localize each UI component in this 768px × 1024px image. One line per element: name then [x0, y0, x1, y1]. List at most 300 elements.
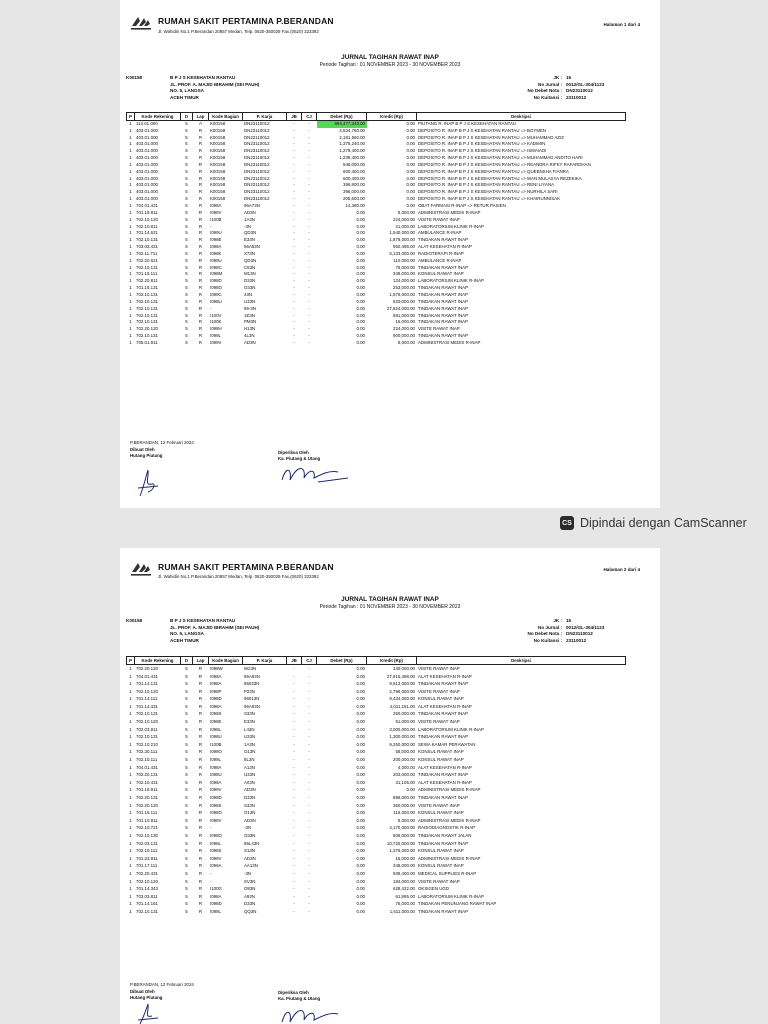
cell-kode-rekening: 704.01.431 — [136, 673, 158, 679]
cell-kode-bagian: I100G — [210, 886, 222, 892]
cell-jb: - — [293, 703, 295, 709]
cell-debet: 600,400.00 — [343, 168, 365, 174]
cell-lap: R — [198, 312, 203, 318]
cell-kredit: 581,000.00 — [393, 312, 415, 318]
cell-kode-rekening: 701.14.343 — [136, 886, 158, 892]
cell-kredit: 253,000.00 — [393, 285, 415, 291]
cell-debet: 0.00 — [356, 298, 365, 304]
cell-jb: - — [293, 203, 295, 208]
cell-p-karja: D33N — [244, 901, 256, 907]
cell-lap: R — [198, 196, 203, 202]
prepared-by — [130, 989, 162, 1000]
cell-kode-rekening: 701.14.621 — [136, 230, 158, 236]
cell-kode-bagian: I098A — [210, 673, 222, 679]
document-page-1 — [120, 0, 660, 508]
prepared-by — [130, 447, 162, 458]
cell-cj: - — [308, 155, 310, 161]
cell-lap: R — [198, 141, 203, 147]
column-header-kredit: Kredit (Rp) — [367, 113, 417, 121]
table-row — [127, 733, 626, 741]
cell-jb: - — [293, 230, 295, 236]
cell-debet: 946,000.00 — [343, 161, 365, 167]
table-row — [127, 885, 626, 893]
table-row — [127, 169, 626, 176]
cell-kredit: 21,000.00 — [395, 223, 415, 229]
cell-jb: - — [293, 141, 295, 147]
table-row — [127, 802, 626, 810]
table-row — [127, 786, 626, 794]
cell-cj: - — [308, 278, 310, 284]
cell-jb: - — [293, 209, 295, 215]
cell-pos: 1 — [129, 223, 132, 229]
cell-cj: - — [308, 312, 310, 318]
camscanner-watermark — [560, 511, 747, 535]
cell-d: 5 — [185, 734, 188, 740]
cell-lap: R — [198, 855, 203, 861]
account-line: B P J S KESEHATAN RANTAU — [170, 618, 236, 623]
cell-p-karja: AD3N — [244, 787, 256, 793]
cell-kode-rekening: 702.10.721 — [136, 825, 158, 831]
cell-pos: 1 — [129, 757, 132, 763]
cell-jb: - — [293, 764, 295, 770]
cell-kode-rekening: 702.20.811 — [136, 278, 158, 284]
cell-pos: 1 — [129, 802, 132, 808]
cell-deskripsi: TINDAKAN RAWAT INAP — [418, 285, 469, 291]
cell-lap: R — [198, 175, 203, 181]
cell-p-karja: 96A93N — [244, 673, 260, 679]
place-date: P.BERANDAN, 12 Februari 2024 — [130, 440, 194, 445]
cell-pos: 1 — [129, 726, 132, 732]
cell-lap: R — [198, 161, 203, 167]
table-row — [127, 824, 626, 832]
cell-kredit: 348,000.00 — [393, 863, 415, 869]
cell-kode-bagian: K00158 — [210, 134, 226, 140]
cell-debet: 0.00 — [356, 886, 365, 892]
column-header-kode-rekening: Kode Rekening — [135, 113, 181, 121]
cell-pos: 1 — [129, 175, 132, 181]
cell-pos: 1 — [129, 863, 132, 869]
cell-kredit: 200,000.00 — [393, 757, 415, 763]
cell-kredit: 9,513,000.00 — [389, 681, 415, 687]
cell-lap: R — [198, 244, 203, 250]
cell-kredit: 75,000.00 — [395, 264, 415, 270]
cell-debet: 0.00 — [356, 264, 365, 270]
table-row — [127, 771, 626, 779]
cell-debet: 396,000.00 — [343, 189, 365, 195]
cell-jb: - — [293, 848, 295, 854]
cell-cj: - — [308, 855, 310, 861]
cell-pos: 1 — [129, 127, 132, 133]
cell-lap: R — [198, 168, 203, 174]
meta-value: DN23110012 — [566, 88, 593, 94]
column-header-kredit: Kredit (Rp) — [367, 657, 417, 665]
cell-deskripsi: LABORATORIUM KLINIK R-INAP — [418, 893, 484, 899]
table-row — [127, 870, 626, 878]
cell-cj: - — [308, 863, 310, 869]
cell-lap: R — [198, 795, 203, 800]
cell-p-karja: U33N — [244, 298, 256, 304]
cell-debet: 0.00 — [356, 230, 365, 236]
cell-debet: 14,380.00 — [345, 203, 365, 208]
cell-deskripsi: LABORATORIUM KLINIK R-INAP — [418, 223, 484, 229]
cell-lap: R — [198, 901, 203, 907]
cell-debet: 0.00 — [356, 832, 365, 838]
meta-value: 15 — [566, 75, 572, 80]
cell-kode-bagian: I099V — [210, 339, 222, 345]
table-row — [127, 141, 626, 148]
cell-deskripsi: TINDAKAN RAWAT JALAN — [418, 832, 472, 838]
cell-kode-bagian: I100B — [210, 216, 222, 222]
checked-by-dept: Ka. Piutang & Utang — [278, 995, 321, 1001]
cell-kode-bagian: K00158 — [210, 141, 226, 147]
cell-debet: 0.00 — [356, 749, 365, 755]
cell-pos: 1 — [129, 908, 132, 914]
cell-kode-bagian: K00158 — [210, 155, 226, 161]
cell-debet: 0.00 — [356, 772, 365, 778]
cell-pos: 1 — [129, 237, 132, 243]
cell-p-karja: S13N — [244, 848, 255, 854]
table-row — [127, 312, 626, 319]
cell-kredit: 0.00 — [406, 134, 415, 140]
document-page-2 — [120, 548, 660, 1024]
cell-kode-bagian: K00158 — [210, 196, 226, 202]
cell-kode-rekening: 702.11.711 — [136, 250, 158, 256]
cell-kode-bagian: I099L — [210, 757, 221, 763]
cell-jb: - — [293, 878, 295, 884]
cell-cj: - — [308, 893, 310, 899]
cell-pos: 1 — [129, 134, 132, 140]
cell-d: 5 — [185, 832, 188, 838]
cell-cj: - — [308, 787, 310, 793]
cell-cj: - — [308, 250, 310, 256]
cell-cj: - — [308, 189, 310, 195]
meta-key: No Kuitansi : — [533, 637, 562, 643]
cell-lap: R — [198, 681, 203, 687]
meta-key: No Debet Nota : — [527, 631, 562, 637]
cell-jb: - — [293, 161, 295, 167]
meta-value: DN23110012 — [566, 631, 593, 637]
cell-kredit: 898,000.00 — [393, 795, 415, 800]
cell-debet: 0.00 — [356, 305, 365, 311]
journal-table — [126, 656, 626, 915]
cell-jb: - — [293, 772, 295, 778]
cell-kode-bagian: I098K — [210, 250, 222, 256]
cell-p-karja: W23N — [244, 666, 257, 671]
table-row — [127, 319, 626, 326]
cell-lap: R — [198, 772, 203, 778]
cell-cj: - — [308, 832, 310, 838]
column-header-cj: CJ — [302, 657, 317, 665]
cell-jb: - — [293, 333, 295, 339]
cell-lap: R — [198, 216, 203, 222]
cell-cj: - — [308, 121, 310, 126]
cell-d: 5 — [185, 848, 188, 854]
cell-deskripsi: PIUTANG R. INAP B P J S KESEHATAN RANTAU — [418, 121, 517, 126]
cell-lap: R — [198, 711, 203, 717]
cell-cj: - — [308, 141, 310, 147]
cell-kode-bagian: I100V — [210, 312, 222, 318]
cell-cj: - — [308, 196, 310, 202]
table-row — [127, 155, 626, 162]
cell-cj: - — [308, 848, 310, 854]
cell-jb: - — [293, 175, 295, 181]
table-header-row — [127, 657, 626, 665]
cell-cj: - — [308, 719, 310, 725]
cell-debet: 0.00 — [356, 688, 365, 694]
cell-kredit: 0.00 — [406, 148, 415, 154]
cell-d: 5 — [185, 121, 188, 126]
cell-debet: 0.00 — [356, 734, 365, 740]
cell-pos: 1 — [129, 230, 132, 236]
cell-cj: - — [308, 908, 310, 914]
cell-kredit: 4,170,000.00 — [389, 825, 415, 831]
cell-kredit: 1,878,000.00 — [389, 237, 415, 243]
cell-d: 5 — [185, 278, 188, 284]
cell-jb: - — [293, 779, 295, 785]
cell-jb: - — [293, 244, 295, 250]
cell-lap: R — [198, 291, 203, 297]
cell-deskripsi: KONSUL RAWAT INAP — [418, 749, 464, 755]
cell-p-karja: QQ3N — [244, 908, 257, 914]
cell-p-karja: E33N — [244, 237, 255, 243]
cell-cj: - — [308, 666, 310, 671]
cell-deskripsi: KONSUL RAWAT INAP — [418, 848, 464, 854]
cell-kode-rekening: 403.01.000 — [136, 161, 158, 167]
cell-debet: 0.00 — [356, 757, 365, 763]
table-row — [127, 665, 626, 673]
cell-jb: - — [293, 257, 295, 263]
cell-pos: 1 — [129, 734, 132, 740]
cell-d: 5 — [185, 764, 188, 770]
cell-kredit: 0.00 — [406, 141, 415, 147]
cell-pos: 1 — [129, 870, 132, 876]
cell-cj: - — [308, 711, 310, 717]
cell-cj: - — [308, 271, 310, 277]
cell-jb: - — [293, 278, 295, 284]
cell-p-karja: O33N — [244, 285, 256, 291]
table-row — [127, 672, 626, 680]
cell-kredit: 820,000.00 — [393, 298, 415, 304]
cell-jb: - — [293, 688, 295, 694]
cell-deskripsi: TINDAKAN RAWAT INAP — [418, 291, 469, 297]
cell-pos: 1 — [129, 696, 132, 702]
cell-d: 5 — [185, 825, 188, 831]
cell-d: 5 — [185, 878, 188, 884]
cell-lap: R — [198, 264, 203, 270]
cell-cj: - — [308, 223, 310, 229]
cell-kode-rekening: 702.10.120 — [136, 216, 158, 222]
cell-kode-rekening: 701.16.111 — [136, 810, 158, 816]
cell-cj: - — [308, 703, 310, 709]
cell-lap: R — [198, 757, 203, 763]
cell-p-karja: AD3N — [244, 855, 256, 861]
cell-lap: R — [198, 749, 203, 755]
cell-pos: 1 — [129, 840, 132, 846]
cell-jb: - — [293, 863, 295, 869]
cell-deskripsi: ADMINISTRASI MEDIS R-INAP — [418, 855, 481, 861]
table-row — [127, 893, 626, 901]
cell-lap: R — [198, 223, 203, 229]
cell-lap: R — [198, 870, 203, 876]
cell-debet: 0.00 — [356, 764, 365, 770]
cell-cj: - — [308, 696, 310, 702]
cell-kredit: 224,000.00 — [393, 216, 415, 222]
cell-jb: - — [293, 817, 295, 823]
cell-d: 5 — [185, 688, 188, 694]
cell-kredit: 116,000.00 — [393, 810, 415, 816]
cell-deskripsi: DEPOSITO R. INAP B P J S KESEHATAN RANTAU => REANDRA RIFKY RAFARDHAN — [418, 161, 591, 167]
cell-lap: R — [198, 863, 203, 869]
cell-d: 5 — [185, 271, 188, 277]
table-row — [127, 688, 626, 696]
cell-jb: - — [293, 216, 295, 222]
table-row — [127, 817, 626, 825]
cell-cj: - — [308, 230, 310, 236]
cell-jb: - — [293, 127, 295, 133]
cell-d: 5 — [185, 772, 188, 778]
cell-pos: 1 — [129, 333, 132, 339]
cell-deskripsi: AMBULANCE R-INAP — [418, 257, 462, 263]
camscanner-icon: CS — [560, 516, 574, 530]
cell-lap: R — [198, 271, 203, 277]
cell-kredit: 9,250,000.00 — [389, 741, 415, 747]
cell-kredit: 1,611,000.00 — [389, 908, 415, 914]
cell-deskripsi: ALAT KESEHATAN R-INAP — [418, 673, 472, 679]
cell-deskripsi: VISITE RAWAT INAP — [418, 688, 460, 694]
cell-d: 5 — [185, 161, 188, 167]
cell-d: 5 — [185, 787, 188, 793]
cell-lap: R — [198, 688, 203, 694]
cell-deskripsi: TINDAKAN RAWAT INAP — [418, 298, 469, 304]
journal-meta — [528, 618, 624, 644]
cell-d: 5 — [185, 196, 188, 202]
cell-lap: R — [198, 840, 203, 846]
cell-deskripsi: TINDAKAN RAWAT INAP — [418, 237, 469, 243]
cell-kode-bagian: I098L — [210, 726, 221, 732]
cell-p-karja: C63N — [244, 264, 256, 270]
cell-pos: 1 — [129, 155, 132, 161]
cell-kode-rekening: 702.10.120 — [136, 878, 158, 884]
cell-kredit: 0.00 — [406, 203, 415, 208]
cell-kode-bagian: I098A — [210, 893, 222, 899]
account-line: JL. PROF. A. MAJID IBRAHIM (SEI PAUH) — [170, 81, 260, 87]
cell-debet: 0.00 — [356, 696, 365, 702]
cell-d: 5 — [185, 244, 188, 250]
cell-d: 5 — [185, 749, 188, 755]
cell-lap: R — [198, 673, 203, 679]
document-title: JURNAL TAGIHAN RAWAT INAP — [341, 54, 439, 61]
cell-deskripsi: TINDAKAN RAWAT INAP — [418, 312, 469, 318]
cell-lap: R — [198, 319, 203, 325]
cell-pos: 1 — [129, 161, 132, 167]
cell-jb: - — [293, 726, 295, 732]
cell-pos: 1 — [129, 681, 132, 687]
table-row — [127, 756, 626, 764]
cell-lap: R — [198, 155, 203, 161]
journal-meta — [528, 75, 624, 101]
cell-kredit: 0.00 — [406, 175, 415, 181]
cell-d: 5 — [185, 779, 188, 785]
table-row — [127, 326, 626, 333]
cell-p-karja: 1A3N — [244, 216, 255, 222]
column-header-p-karja: P. Karja — [243, 657, 287, 665]
meta-key: No Debet Nota : — [527, 88, 562, 94]
cell-deskripsi: ALAT KESEHATAN R-INAP — [418, 244, 472, 250]
cell-kredit: 8,000.00 — [397, 339, 415, 345]
cell-pos: 1 — [129, 271, 132, 277]
cell-lap: R — [198, 817, 203, 823]
cell-debet: 0.00 — [356, 863, 365, 869]
cell-kode-rekening: 702.20.120 — [136, 326, 158, 332]
cell-kredit: 16,000.00 — [395, 319, 415, 325]
cell-lap: R — [198, 230, 203, 236]
cell-kredit: 0.00 — [406, 787, 415, 793]
cell-d: 5 — [185, 312, 188, 318]
column-header-d: D — [181, 113, 193, 121]
cell-debet: 894,477,343.00 — [317, 121, 367, 128]
cell-kode-bagian: I099U — [210, 257, 222, 263]
cell-deskripsi: TINDAKAN RAWAT INAP — [418, 795, 469, 800]
account-line: JL. PROF. A. MAJID IBRAHIM (SEI PAUH) — [170, 624, 260, 630]
table-row — [127, 695, 626, 703]
cell-p-karja: U33N — [244, 734, 256, 740]
cell-kredit: 0.00 — [406, 189, 415, 195]
cell-kredit: 0.00 — [406, 127, 415, 133]
cell-lap: R — [198, 203, 203, 208]
table-row — [127, 271, 626, 278]
cell-kredit: 10,725,000.00 — [386, 840, 415, 846]
cell-p-karja: PM3N — [244, 319, 257, 325]
cell-deskripsi: DEPOSITO R. INAP B P J S KESEHATAN RANTAU => BOYMEN — [418, 127, 547, 133]
cell-kode-bagian: I098M — [210, 271, 223, 277]
cell-debet: 0.00 — [356, 257, 365, 263]
cell-cj: - — [308, 734, 310, 740]
cell-deskripsi: AMBULANCE R-INAP — [418, 230, 462, 236]
cell-kode-bagian: I099L — [210, 908, 221, 914]
column-header-jb: JB — [287, 657, 302, 665]
hospital-name: RUMAH SAKIT PERTAMINA P.BERANDAN — [158, 16, 334, 26]
cell-jb: - — [293, 666, 295, 671]
cell-pos: 1 — [129, 250, 132, 256]
cell-debet: 0.00 — [356, 278, 365, 284]
signature-left-icon — [134, 1002, 164, 1024]
cell-p-karja: O13N — [244, 810, 256, 816]
cell-lap: R — [198, 209, 203, 215]
table-row — [127, 299, 626, 306]
cell-jb: - — [293, 908, 295, 914]
cell-pos: 1 — [129, 121, 132, 126]
cell-kode-rekening: 701.19.911 — [136, 209, 158, 215]
column-header-deskripsi: Deskripsi — [417, 113, 626, 121]
cell-jb: - — [293, 870, 295, 876]
account-line: ACEH TIMUR — [170, 94, 199, 100]
cell-p-karja: 96033N — [244, 681, 260, 687]
cell-jb: - — [293, 825, 295, 831]
cell-p-karja: S33N — [244, 711, 255, 717]
cell-p-karja: AD3N — [244, 817, 256, 823]
cell-kode-bagian: I098O — [210, 832, 222, 838]
cell-pos: 1 — [129, 855, 132, 861]
table-row — [127, 182, 626, 189]
cell-cj: - — [308, 901, 310, 907]
cell-kode-bagian: I098D — [210, 278, 222, 284]
cell-cj: - — [308, 161, 310, 167]
cell-lap: R — [198, 127, 203, 133]
cell-kode-bagian: I098U — [210, 298, 222, 304]
cell-kredit: 51,000.00 — [395, 719, 415, 725]
cell-kode-bagian: I098O — [210, 810, 222, 816]
cell-d: 5 — [185, 817, 188, 823]
